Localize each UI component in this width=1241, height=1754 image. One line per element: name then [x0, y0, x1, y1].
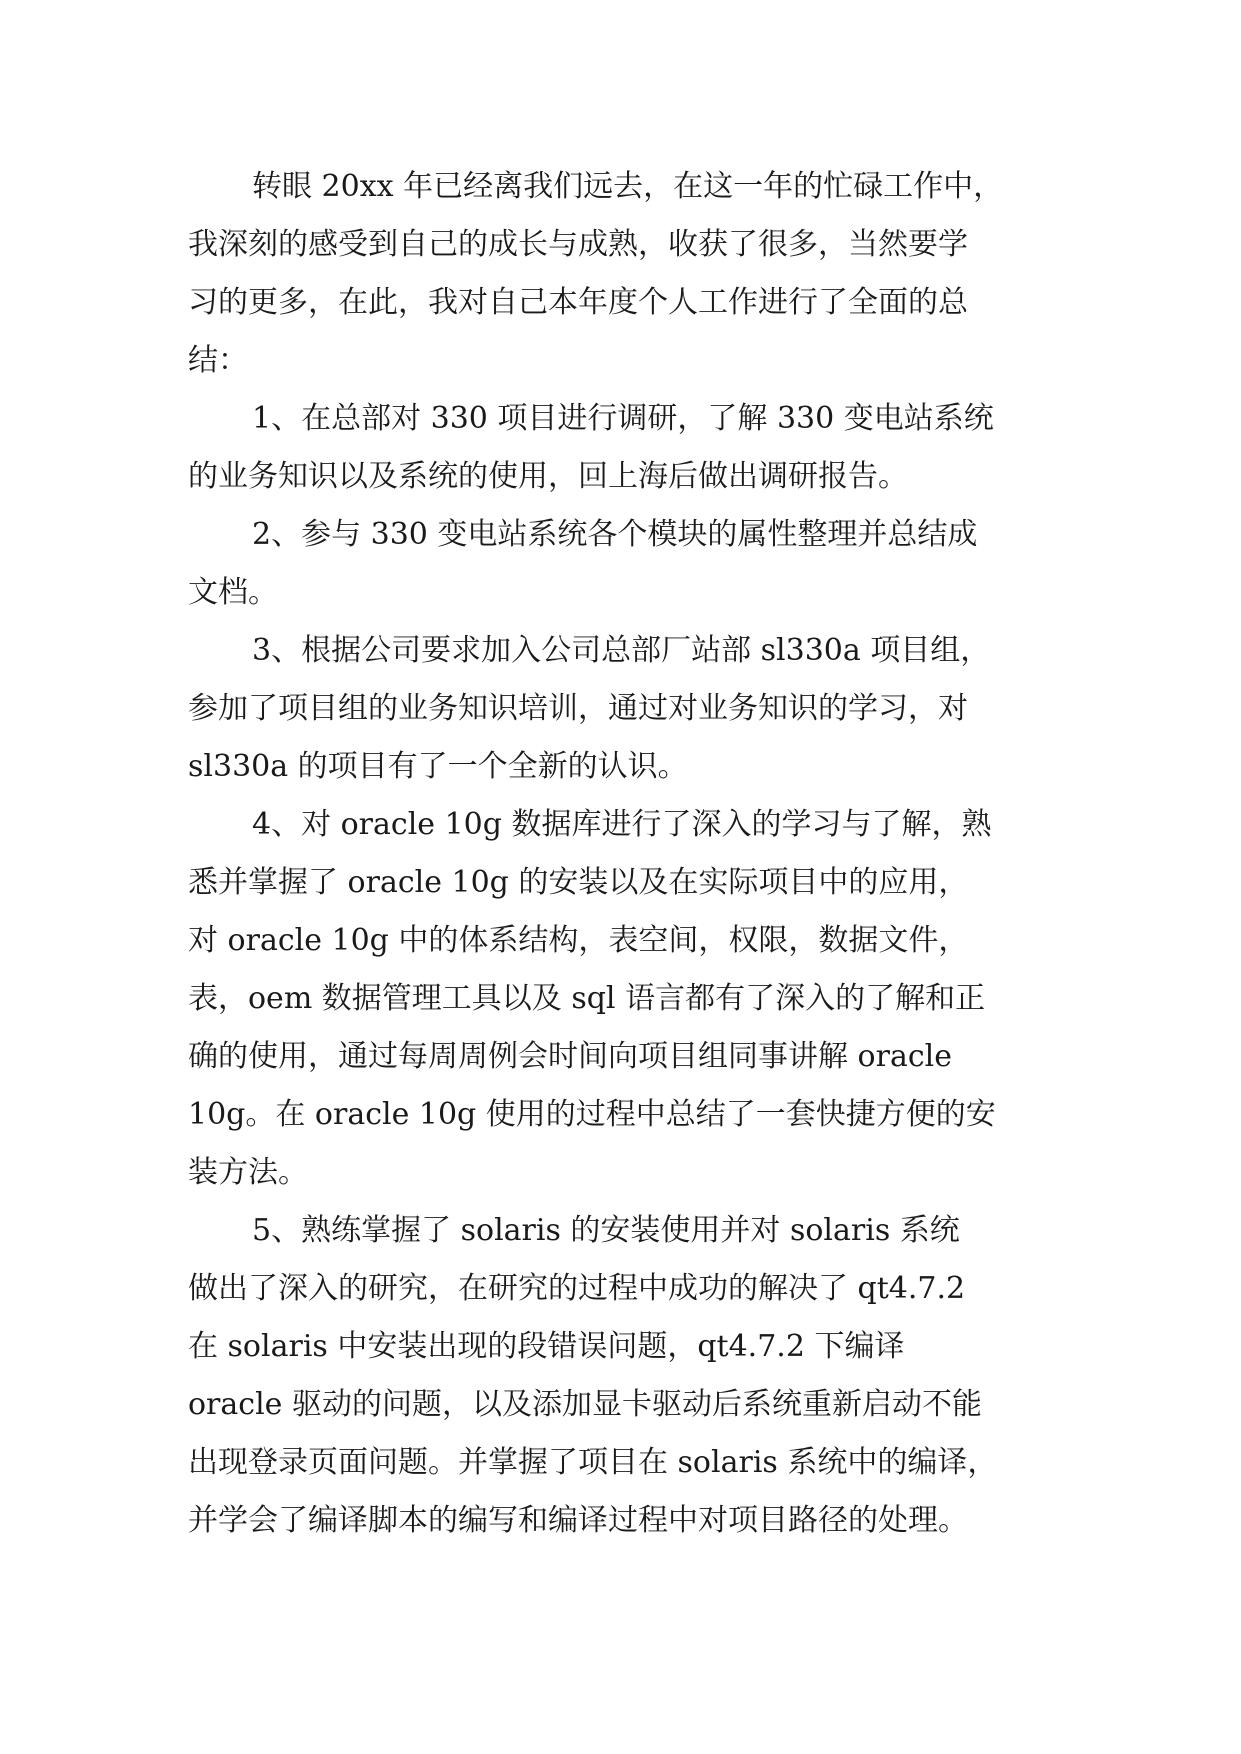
text-line: 装方法。 [188, 1155, 308, 1190]
paragraph-intro [188, 158, 1068, 390]
text-line: 悉并掌握了 oracle 10g 的安装以及在实际项目中的应用， [188, 865, 969, 900]
text-line: 确的使用，通过每周周例会时间向项目组同事讲解 oracle [188, 1039, 952, 1074]
paragraph-item-3 [188, 622, 1068, 796]
text-line: 表，oem 数据管理工具以及 sql 语言都有了深入的了解和正 [188, 981, 986, 1016]
paragraph-item-2 [188, 506, 1068, 622]
text-line: 4、对 oracle 10g 数据库进行了深入的学习与了解，熟 [252, 807, 992, 842]
text-line: oracle 驱动的问题，以及添加显卡驱动后系统重新启动不能 [188, 1387, 982, 1422]
text-line: 对 oracle 10g 中的体系结构，表空间，权限，数据文件， [188, 923, 969, 958]
text-line: 结： [188, 343, 248, 378]
text-line: 转眼 20xx 年已经离我们远去，在这一年的忙碌工作中， [252, 169, 1004, 204]
text-line: 10g。在 oracle 10g 使用的过程中总结了一套快捷方便的安 [188, 1097, 996, 1132]
text-line: sl330a 的项目有了一个全新的认识。 [188, 749, 688, 784]
text-line: 并学会了编译脚本的编写和编译过程中对项目路径的处理。 [188, 1503, 968, 1538]
text-line: 文档。 [188, 575, 278, 610]
text-line: 做出了深入的研究，在研究的过程中成功的解决了 qt4.7.2 [188, 1271, 966, 1306]
text-line: 出现登录页面问题。并掌握了项目在 solaris 系统中的编译， [188, 1445, 998, 1480]
paragraph-item-4 [188, 796, 1068, 1202]
text-line: 我深刻的感受到自己的成长与成熟，收获了很多，当然要学 [188, 227, 968, 262]
paragraph-item-5 [188, 1202, 1068, 1550]
paragraph-item-1 [188, 390, 1068, 506]
text-line: 的业务知识以及系统的使用，回上海后做出调研报告。 [188, 459, 908, 494]
document-body [188, 158, 1068, 1550]
text-line: 5、熟练掌握了 solaris 的安装使用并对 solaris 系统 [252, 1213, 960, 1248]
text-line: 习的更多，在此，我对自己本年度个人工作进行了全面的总 [188, 285, 968, 320]
text-line: 1、在总部对 330 项目进行调研，了解 330 变电站系统 [252, 401, 994, 436]
text-line: 2、参与 330 变电站系统各个模块的属性整理并总结成 [252, 517, 978, 552]
text-line: 参加了项目组的业务知识培训，通过对业务知识的学习，对 [188, 691, 968, 726]
text-line: 在 solaris 中安装出现的段错误问题，qt4.7.2 下编译 [188, 1329, 905, 1364]
text-line: 3、根据公司要求加入公司总部厂站部 sl330a 项目组， [252, 633, 991, 668]
